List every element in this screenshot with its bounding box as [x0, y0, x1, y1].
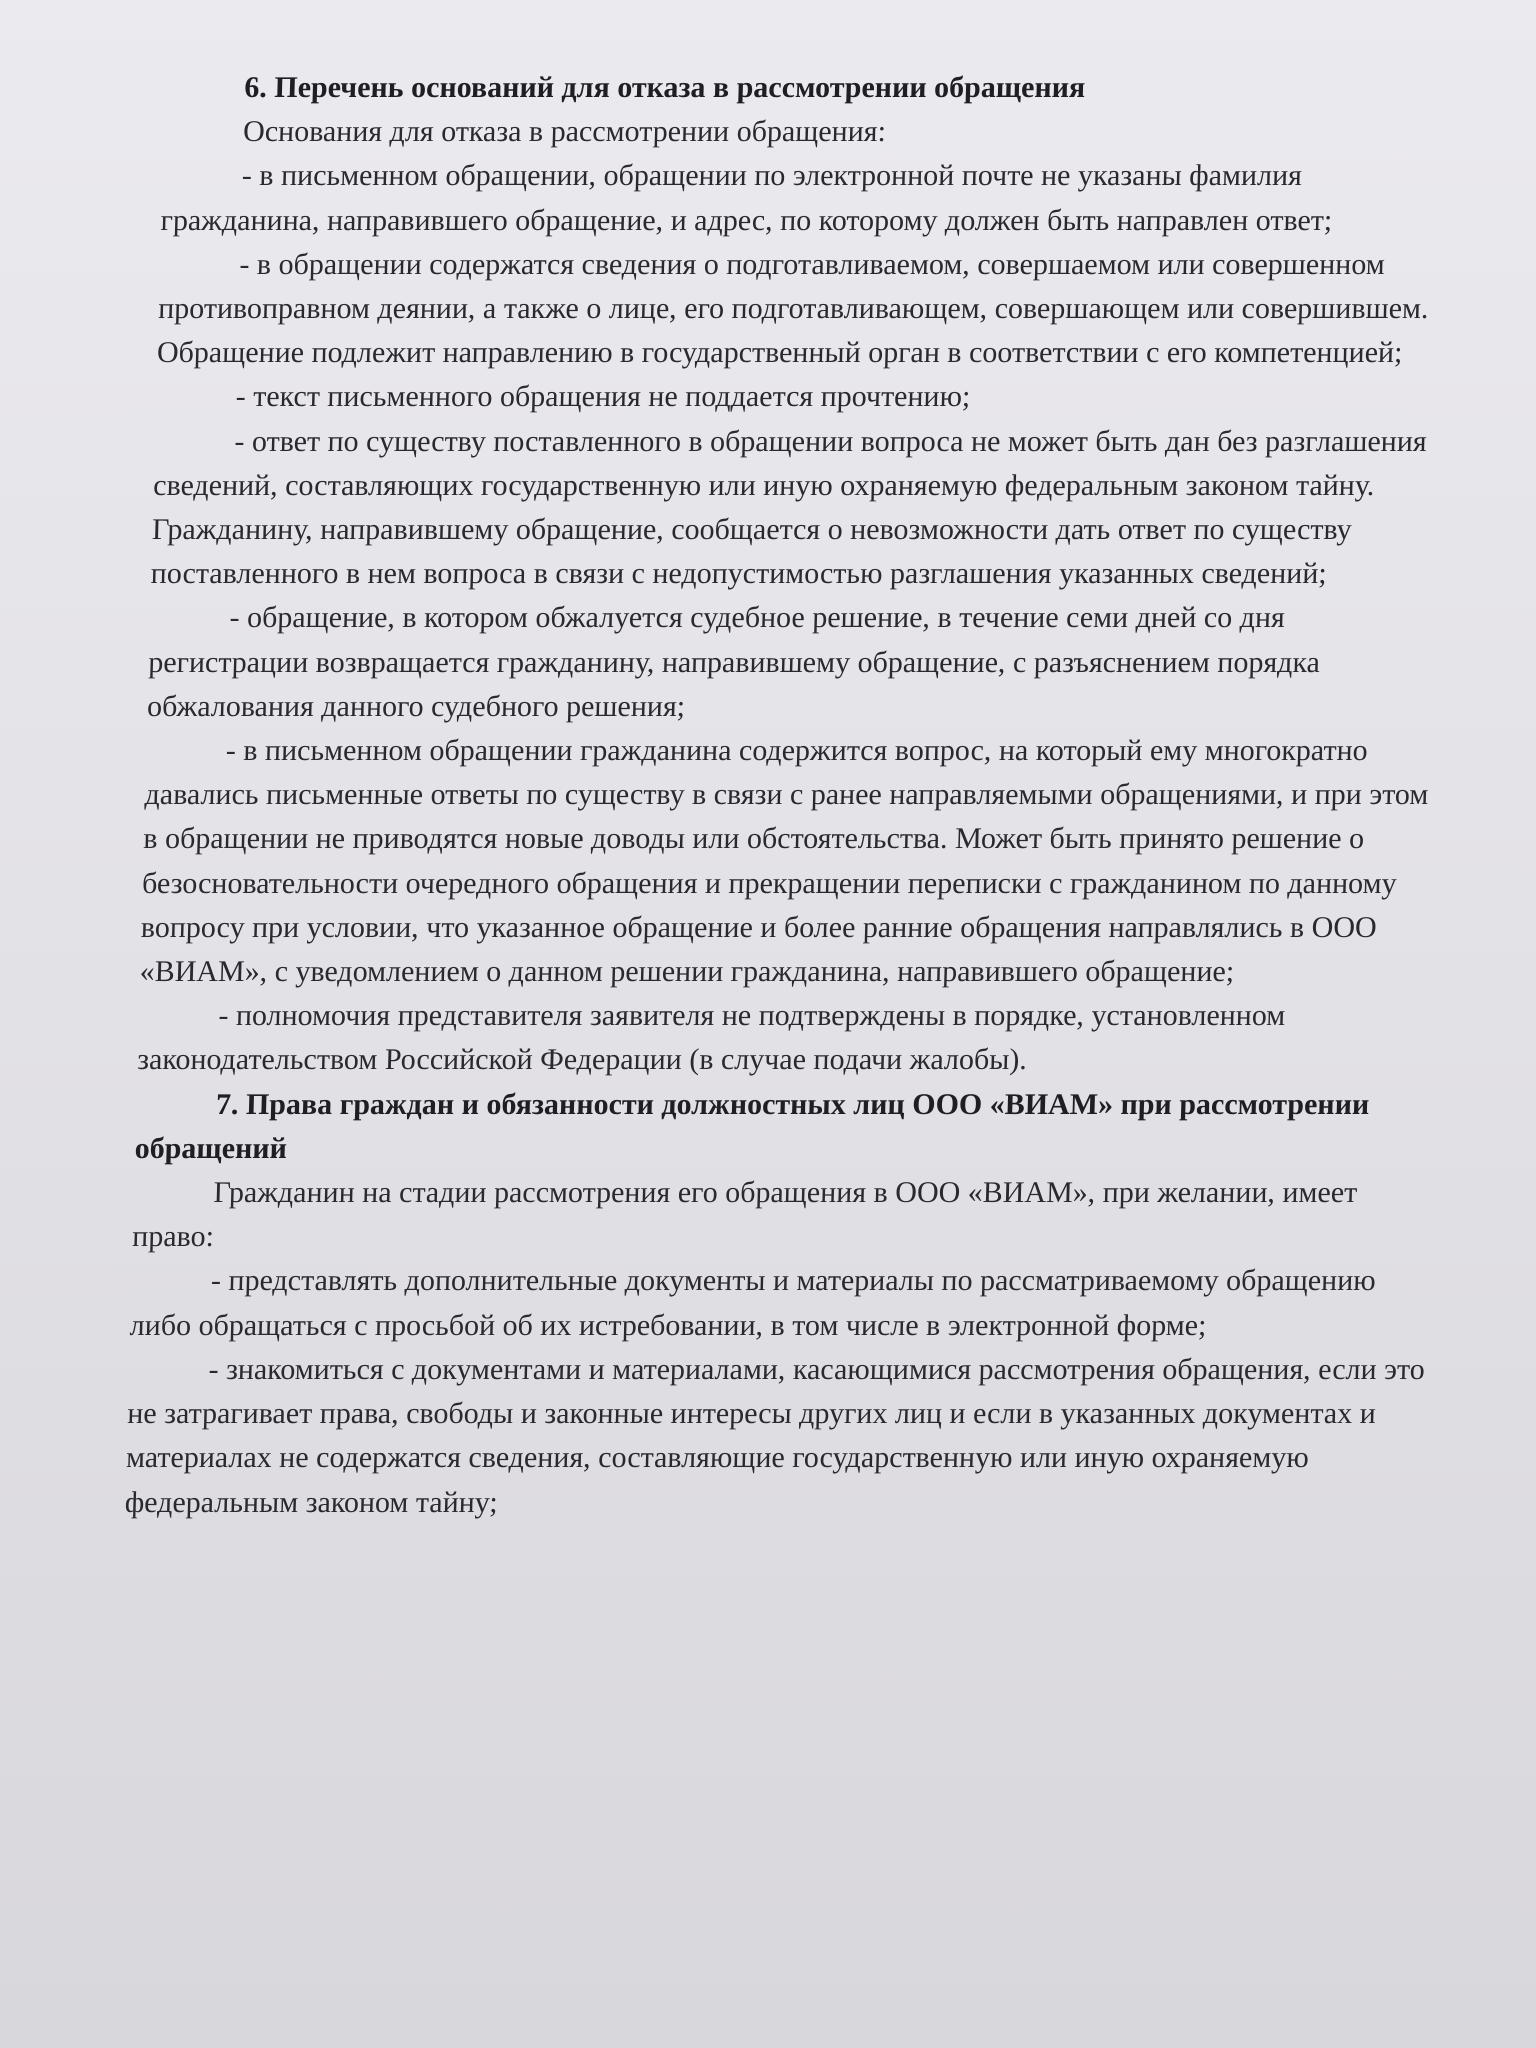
section-6-heading: 6. Перечень оснований для отказа в рассмотрении обращения: [243, 71, 1086, 104]
section-6-item-7: - полномочия представителя заявителя не подтверждены в порядке, установленном законодательством Российской Федерации (в случае подачи жалобы).: [136, 999, 1286, 1077]
section-6-item-3: - текст письменного обращения не поддается прочтению;: [235, 380, 971, 414]
section-6-item-4: - ответ по существу поставленного в обращении вопроса не может быть дан без разглашения сведений, составляющих государственную или иную охраняемую федеральным законом тайну. Гражданину, направившему обращение, сообщается о невозможности дать ответ по существу поставленного в нем вопроса в связи с недопустимостью разглашения указанных сведений;: [150, 424, 1428, 591]
section-7-item-2: - знакомиться с документами и материалами, касающимися рассмотрения обращения, если это не затрагивает права, свободы и законные интересы других лиц и если в указанных документах и материалах не содержатся сведения, составляющие государственную или иную охраняемую федеральным законом тайну;: [124, 1352, 1426, 1519]
section-6-intro: Основания для отказа в рассмотрении обращения:: [242, 115, 887, 149]
document-body: [124, 66, 1465, 1525]
section-6-item-5: - обращение, в котором обжалуется судебное решение, в течение семи дней со дня регистрации возвращается гражданину, направившему обращение, с разъяснением порядка обжалования данного судебного решения;: [146, 601, 1321, 723]
section-7-heading: 7. Права граждан и обязанности должностных лиц ООО «ВИАМ» при рассмотрении обращений: [134, 1087, 1370, 1165]
section-6-item-2: - в обращении содержатся сведения о подготавливаемом, совершаемом или совершенном противоправном деянии, а также о лице, его подготавливающем, совершающем или совершившем. Обращение подлежит направлению в государственный орган в соответствии с его компетенцией;: [156, 247, 1429, 370]
section-6-item-1: - в письменном обращении, обращении по электронной почте не указаны фамилия гражданина, направившего обращение, и адрес, по которому должен быть направлен ответ;: [160, 159, 1333, 237]
section-7-item-1: - представлять дополнительные документы и материалы по рассматриваемому обращению либо обращаться с просьбой об их истребовании, в том числе в электронной форме;: [129, 1264, 1377, 1342]
section-7-intro: Гражданин на стадии рассмотрения его обращения в ООО «ВИАМ», при желании, имеет право:: [131, 1176, 1358, 1254]
section-6-item-6: - в письменном обращении гражданина содержится вопрос, на который ему многократно давались письменные ответы по существу в связи с ранее направляемыми обращениями, и при этом в обращении не приводятся новые доводы или обстоятельства. Может быть принято решение о безосновательности очередного обращения и прекращении переписки с гражданином по данному вопросу при условии, что указанное обращение и более ранние обращения направлялись в ООО «ВИАМ», с уведомлением о данном решении гражданина, направившего обращение;: [139, 734, 1429, 989]
